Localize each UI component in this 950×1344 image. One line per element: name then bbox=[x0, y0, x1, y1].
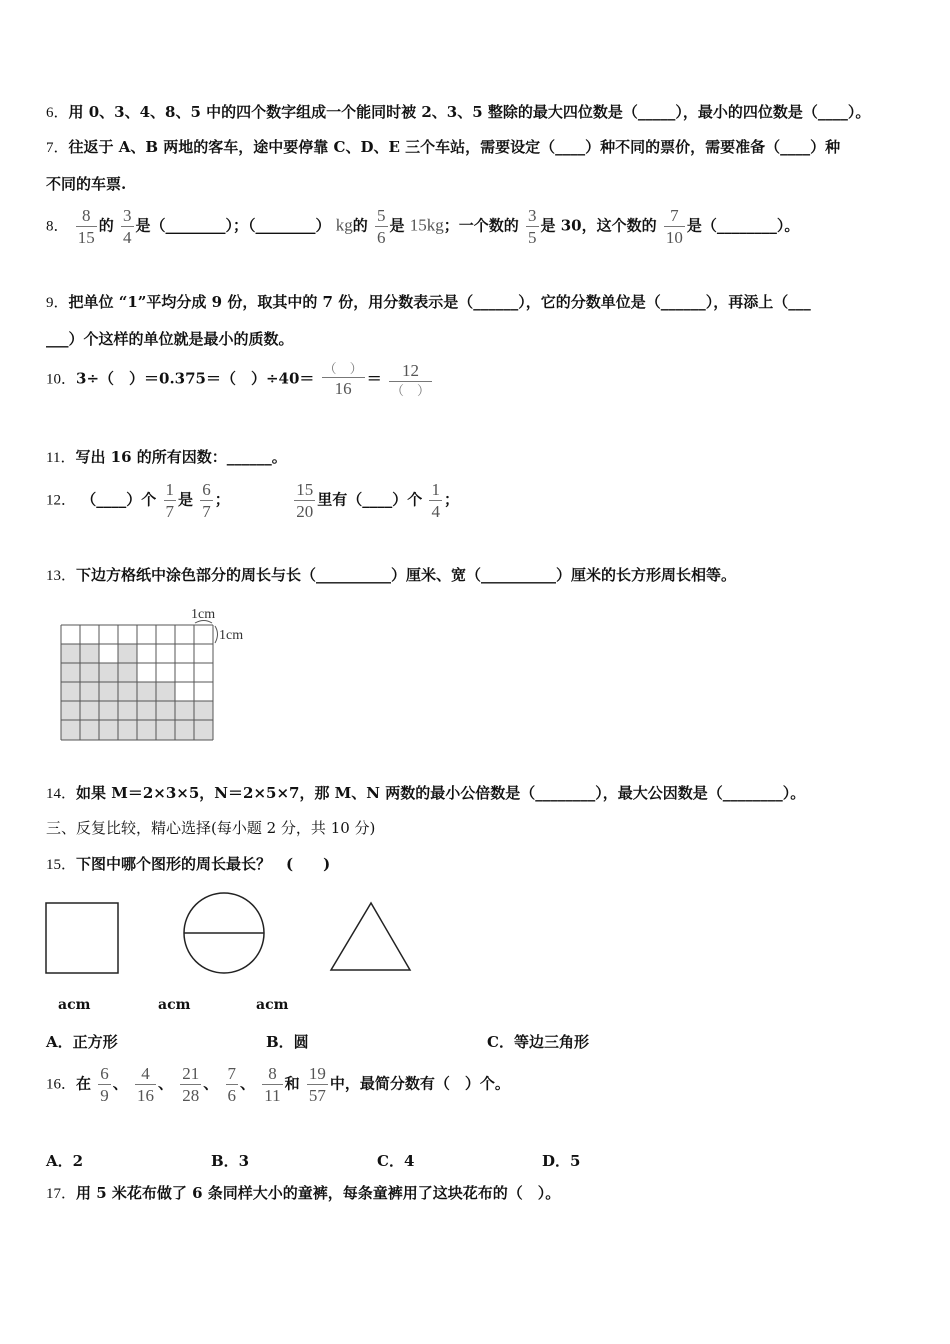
square-label: acm bbox=[58, 997, 91, 1013]
question-number: 11． bbox=[46, 450, 76, 466]
fraction: $\frac{19}{57}$ bbox=[308, 1064, 326, 1105]
question-9 bbox=[46, 292, 811, 313]
separator: 、 bbox=[240, 1074, 256, 1093]
fraction: $\frac{3}{5}$ bbox=[528, 206, 537, 247]
question-17 bbox=[46, 1183, 560, 1204]
square-shape bbox=[46, 903, 118, 973]
fraction: $\frac{1}{4}$ bbox=[431, 480, 440, 521]
question-number: 17． bbox=[46, 1186, 77, 1202]
text: 和 bbox=[284, 1074, 300, 1093]
text: ； bbox=[214, 490, 230, 509]
question-text: 写出 16 的所有因数：______。 bbox=[75, 448, 287, 466]
question-number: 13． bbox=[46, 568, 77, 584]
text: ； bbox=[443, 490, 459, 509]
question-text: ___）个这样的单位就是最小的质数。 bbox=[46, 330, 294, 348]
circle-label: acm bbox=[158, 997, 191, 1013]
text: 是（________）；（________） bbox=[135, 216, 331, 235]
fraction: $\frac{3}{4}$ bbox=[123, 206, 132, 247]
fraction: $\frac{6}{7}$ bbox=[202, 480, 211, 521]
text: 是（________）。 bbox=[686, 216, 800, 235]
question-number: 14． bbox=[46, 786, 77, 802]
question-16 bbox=[46, 1065, 510, 1104]
fraction: $\frac{4}{16}$ bbox=[137, 1064, 155, 1105]
grid-paper-figure bbox=[55, 600, 265, 750]
grid-height-label: 1cm bbox=[219, 628, 244, 643]
fraction: $\frac{12}{( )}$ bbox=[390, 361, 430, 398]
question-number: 12． bbox=[46, 492, 77, 509]
text: （____）个 bbox=[81, 490, 157, 509]
grid-width-label: 1cm bbox=[191, 607, 216, 622]
question-12 bbox=[46, 481, 459, 520]
text: 是 bbox=[389, 216, 405, 235]
question-7-continued bbox=[46, 174, 126, 194]
question-9-continued bbox=[46, 329, 294, 349]
question-number: 15． bbox=[46, 857, 77, 873]
triangle-label: acm bbox=[256, 997, 289, 1013]
triangle-shape bbox=[331, 903, 410, 970]
text: 在 bbox=[76, 1074, 92, 1093]
question-text: 用 5 米花布做了 6 条同样大小的童裤，每条童裤用了这块花布的（ ）。 bbox=[76, 1184, 561, 1202]
question-10 bbox=[46, 362, 434, 397]
text: ＝ bbox=[366, 369, 382, 388]
question-text: 不同的车票. bbox=[46, 175, 127, 193]
text: ；一个数的 bbox=[443, 216, 519, 235]
fraction: $\frac{7}{6}$ bbox=[227, 1064, 237, 1105]
fraction: $\frac{( )}{16}$ bbox=[323, 361, 363, 398]
text: 是 30，这个数的 bbox=[540, 216, 657, 235]
question-number: 9． bbox=[46, 295, 69, 311]
text: 的 bbox=[98, 216, 114, 235]
question-13 bbox=[46, 565, 736, 586]
question-text: 如果 M＝2×3×5，N＝2×5×7，那 M、N 两数的最小公倍数是（________），最大公因数是（________）。 bbox=[76, 784, 806, 802]
question-8 bbox=[46, 207, 799, 246]
fraction: $\frac{6}{9}$ bbox=[100, 1064, 109, 1105]
question-number: 16． bbox=[46, 1076, 77, 1093]
question-7 bbox=[46, 137, 840, 158]
option-b[interactable]: B．3 bbox=[211, 1152, 250, 1170]
option-b[interactable]: B．圆 bbox=[266, 1033, 309, 1051]
text: 里有（____）个 bbox=[317, 490, 423, 509]
option-a[interactable]: A．2 bbox=[46, 1152, 84, 1170]
fraction: $\frac{8}{15}$ bbox=[77, 206, 95, 247]
unit: kg bbox=[335, 215, 353, 235]
question-number: 6． bbox=[46, 105, 69, 121]
separator: 、 bbox=[203, 1074, 219, 1093]
fraction: $\frac{7}{10}$ bbox=[665, 206, 683, 247]
unit: 15kg bbox=[409, 215, 444, 235]
section-heading: 三、反复比较，精心选择(每小题 2 分，共 10 分) bbox=[46, 819, 376, 837]
question-6 bbox=[46, 102, 870, 123]
question-14 bbox=[46, 783, 805, 804]
option-c[interactable]: C．4 bbox=[377, 1152, 415, 1170]
question-text: 下图中哪个图形的周长最长？ ( ) bbox=[76, 855, 331, 873]
question-number: 10． bbox=[46, 371, 77, 388]
fraction: $\frac{8}{11}$ bbox=[264, 1064, 281, 1105]
fraction: $\frac{21}{28}$ bbox=[182, 1064, 200, 1105]
option-a[interactable]: A．正方形 bbox=[46, 1033, 118, 1051]
fraction: $\frac{15}{20}$ bbox=[296, 480, 314, 521]
text: 的 bbox=[352, 216, 368, 235]
separator: 、 bbox=[112, 1074, 128, 1093]
question-text: 往返于 A、B 两地的客车，途中要停靠 C、D、E 三个车站，需要设定（____）种不同的票价，需要准备（____）种 bbox=[68, 138, 841, 156]
fraction: $\frac{1}{7}$ bbox=[165, 480, 174, 521]
question-text: 3÷（ ）＝0.375＝（ ）÷40＝ bbox=[76, 369, 315, 388]
option-d[interactable]: D．5 bbox=[542, 1152, 581, 1170]
question-text: 把单位 “1”平均分成 9 份，取其中的 7 份，用分数表示是（______），它的分数单位是（______），再添上（___ bbox=[68, 293, 811, 311]
option-c[interactable]: C．等边三角形 bbox=[487, 1033, 589, 1051]
question-15 bbox=[46, 854, 330, 875]
text: 中，最简分数有（ ）个。 bbox=[329, 1074, 510, 1093]
shapes-figure bbox=[40, 890, 430, 985]
question-text: 下边方格纸中涂色部分的周长与长（__________）厘米、宽（__________）厘米的长方形周长相等。 bbox=[76, 566, 737, 584]
text: 是 bbox=[178, 490, 194, 509]
fraction: $\frac{5}{6}$ bbox=[377, 206, 386, 247]
question-11 bbox=[46, 447, 287, 468]
separator: 、 bbox=[158, 1074, 174, 1093]
question-number: 8． bbox=[46, 218, 69, 235]
question-text: 用 0、3、4、8、5 中的四个数字组成一个能同时被 2、3、5 整除的最大四位数是（_____），最小的四位数是（____）。 bbox=[68, 103, 871, 121]
question-number: 7． bbox=[46, 140, 69, 156]
